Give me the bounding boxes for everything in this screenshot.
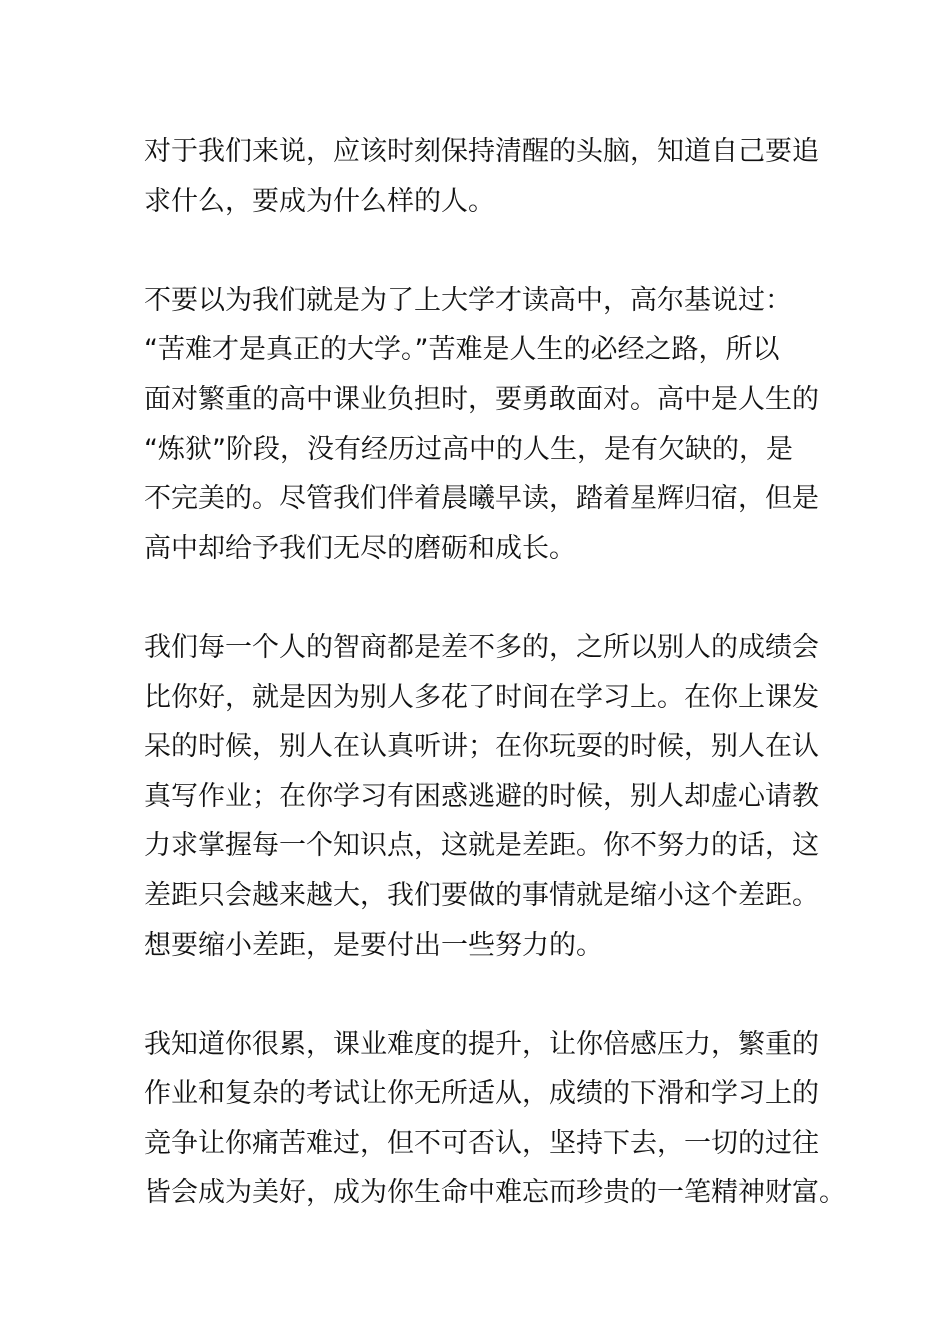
paragraph-4 (144, 1020, 846, 1218)
text-line: “苦难才是真正的大学。”苦难是人生的必经之路，所以 (144, 334, 780, 366)
text-line: 力求掌握每一个知识点，这就是差距。你不努力的话，这 (144, 830, 819, 862)
text-line: 面对繁重的高中课业负担时，要勇敢面对。高中是人生的 (144, 383, 819, 415)
text-line: 呆的时候，别人在认真听讲；在你玩耍的时候，别人在认 (144, 731, 819, 763)
text-line: 高中却给予我们无尽的磨砺和成长。 (144, 532, 576, 564)
text-line: 想要缩小差距，是要付出一些努力的。 (144, 929, 603, 961)
paragraph-3 (144, 623, 819, 970)
text-line: 对于我们来说，应该时刻保持清醒的头脑，知道自己要追 (144, 136, 819, 167)
text-line: “炼狱”阶段，没有经历过高中的人生，是有欠缺的，是 (144, 433, 793, 465)
text-line: 皆会成为美好，成为你生命中难忘而珍贵的一笔精神财富。 (144, 1177, 846, 1209)
document-body (144, 127, 846, 1218)
text-line: 求什么，要成为什么样的人。 (144, 185, 495, 217)
text-line: 我们每一个人的智商都是差不多的，之所以别人的成绩会 (144, 631, 819, 663)
text-line: 不完美的。尽管我们伴着晨曦早读，踏着星辉归宿，但是 (144, 483, 819, 515)
text-line: 竞争让你痛苦难过，但不可否认，坚持下去，一切的过往 (144, 1127, 819, 1159)
paragraph-1 (144, 127, 819, 226)
text-line: 不要以为我们就是为了上大学才读高中，高尔基说过： (144, 284, 792, 316)
paragraph-2 (144, 276, 819, 574)
text-line: 我知道你很累，课业难度的提升，让你倍感压力，繁重的 (144, 1028, 819, 1060)
text-line: 作业和复杂的考试让你无所适从，成绩的下滑和学习上的 (144, 1078, 819, 1110)
text-line: 真写作业；在你学习有困惑逃避的时候，别人却虚心请教 (144, 780, 819, 812)
text-line: 差距只会越来越大，我们要做的事情就是缩小这个差距。 (144, 879, 819, 911)
text-line: 比你好，就是因为别人多花了时间在学习上。在你上课发 (144, 681, 819, 713)
